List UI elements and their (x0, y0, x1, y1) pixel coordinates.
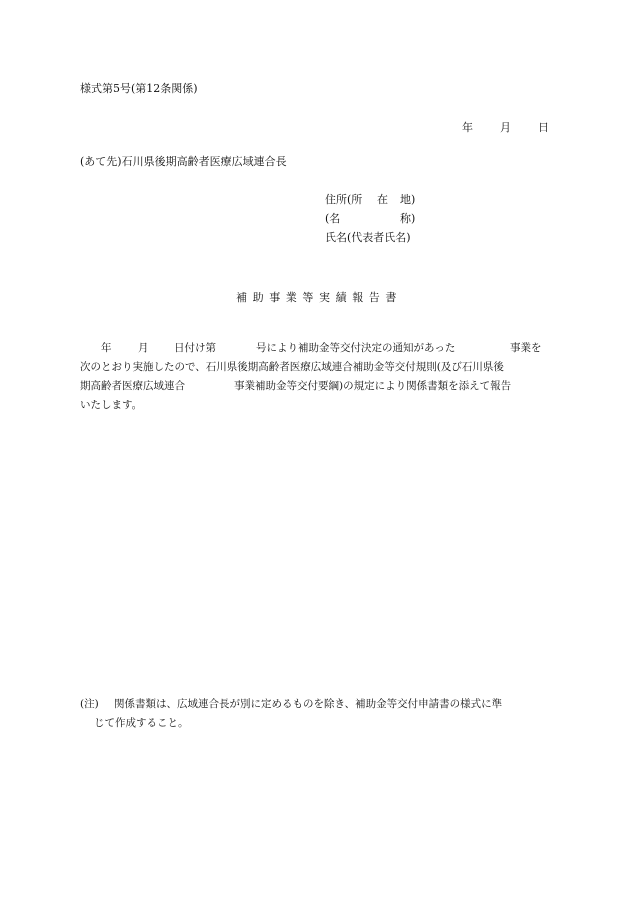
body-month: 月 (138, 342, 149, 354)
body-line-4-text: いたします。 (80, 399, 143, 411)
body-line-2 (80, 358, 550, 377)
date-month-label: 月 (500, 121, 511, 134)
applicant-name-row (325, 212, 425, 226)
body-dated: 日付け第 (174, 342, 216, 354)
address-label-right: 地) (400, 193, 416, 206)
note-line-2 (80, 714, 550, 733)
note-line-1-text: 関係書類は、広域連合長が別に定めるものを除き、補助金等交付申請書の様式に準 (114, 698, 503, 710)
body-number-text: 号により補助金等交付決定の通知があった (256, 342, 456, 354)
addressee: (あて先)石川県後期高齢者医療広域連合長 (80, 155, 287, 168)
body-line-3 (80, 377, 550, 396)
note-block (80, 695, 550, 733)
body-line-3-part2: 事業補助金等交付要綱)の規定により関係書類を添えて報告 (234, 380, 512, 392)
body-line-2-text: 次のとおり実施したので、石川県後期高齢者医療広域連合補助金等交付規則(及び石川県後 (80, 361, 504, 373)
applicant-address-row (325, 193, 425, 207)
representative-label: 氏名(代表者氏名) (325, 231, 411, 244)
note-line-1 (80, 695, 550, 714)
note-label: (注) (80, 698, 99, 710)
body-line-1 (80, 339, 550, 358)
applicant-representative-row (325, 231, 425, 245)
body-year: 年 (101, 342, 112, 354)
document-title: 補助事業等実績報告書 (236, 291, 402, 304)
body-project: 事業を (510, 342, 542, 354)
date-year-label: 年 (462, 121, 473, 134)
body-line-3-part1: 期高齢者医療広域連合 (80, 380, 185, 392)
name-label-right: 称) (400, 212, 416, 225)
body-line-4 (80, 396, 550, 415)
address-label-left: 住所(所 (325, 193, 363, 206)
address-label-mid: 在 (377, 193, 388, 206)
form-number: 様式第5号(第12条関係) (80, 82, 198, 95)
body-paragraph (80, 339, 550, 415)
note-line-2-text: じて作成すること。 (94, 717, 189, 729)
date-day-label: 日 (538, 121, 549, 134)
name-label-left: (名 (325, 212, 341, 225)
date-line (462, 121, 549, 135)
